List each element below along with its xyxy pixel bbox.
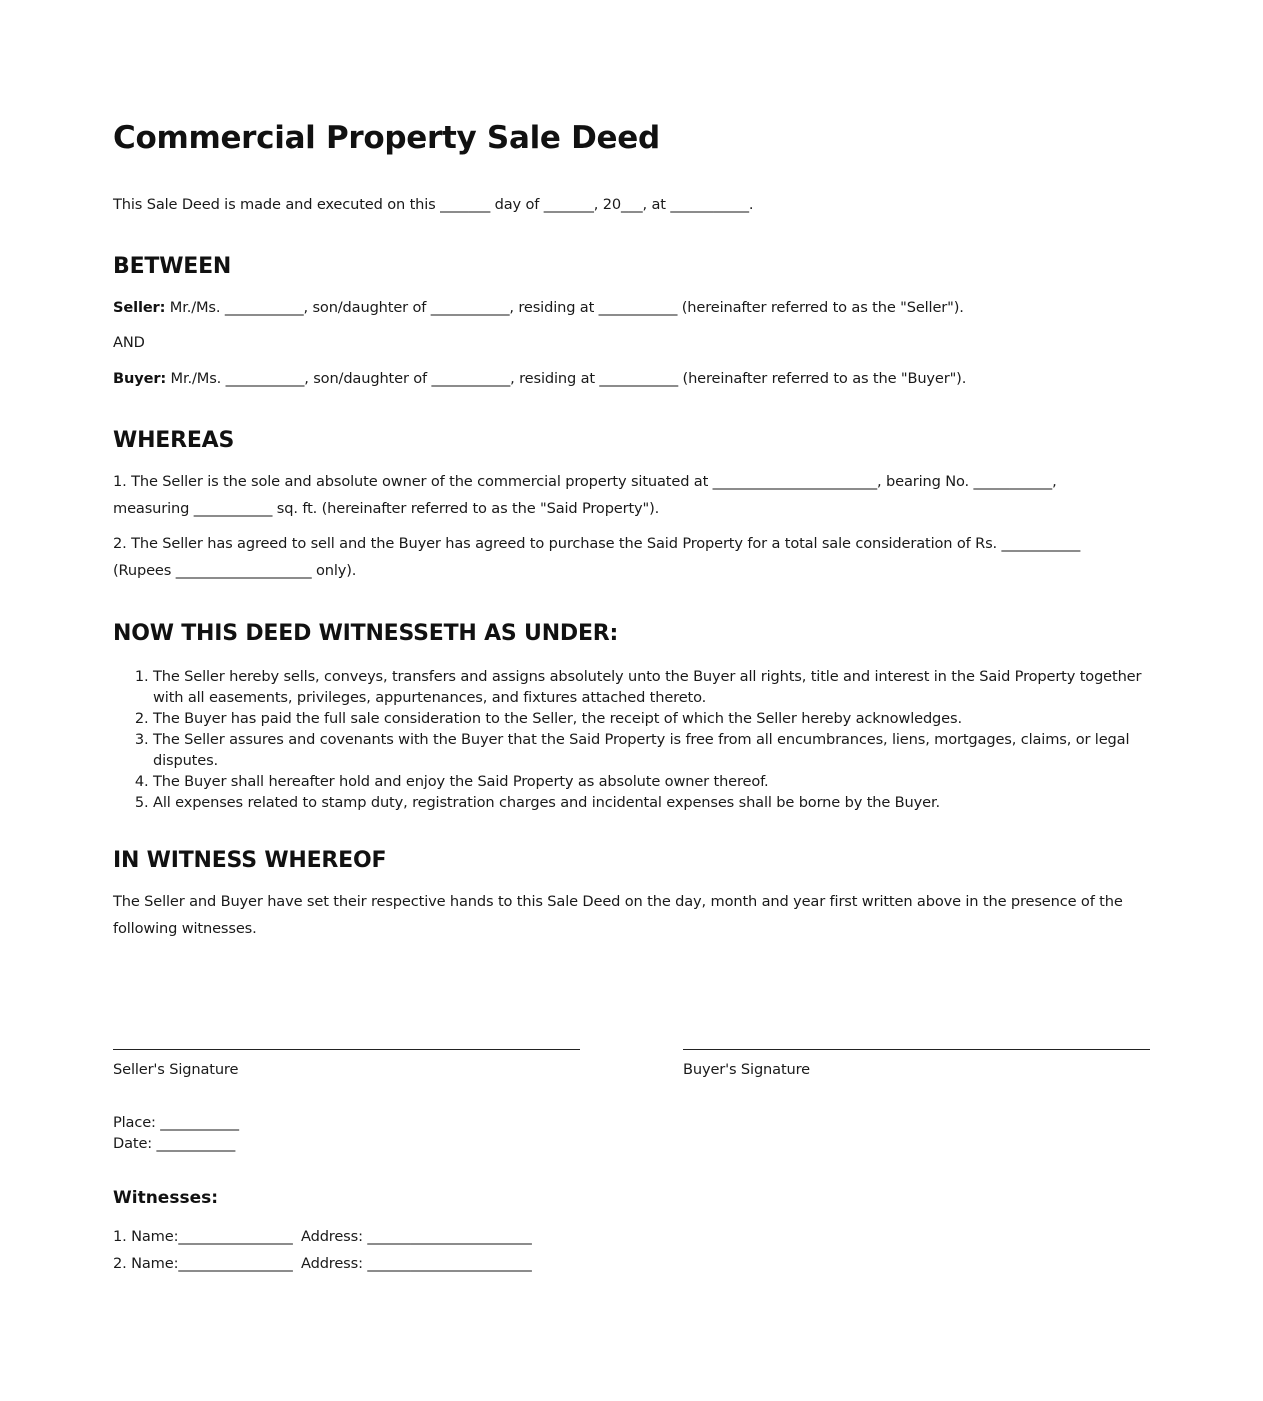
buyer-signature-line [683, 1049, 1150, 1050]
seller-text: Mr./Ms. ___________, son/daughter of ___________, residing at ___________ (hereinafter referred to as the "Seller"). [165, 299, 964, 316]
witness-2-name: 2. Name:________________ [113, 1255, 293, 1272]
buyer-clause [113, 370, 966, 387]
seller-label: Seller: [113, 299, 166, 316]
in-witness-text: The Seller and Buyer have set their respective hands to this Sale Deed on the day, month and year first written above in the presence of the following witnesses. [113, 893, 1123, 937]
date-field: Date: ___________ [113, 1135, 236, 1152]
and-text: AND [113, 334, 145, 351]
seller-signature-line [113, 1049, 580, 1050]
seller-clause [113, 299, 964, 316]
place-field: Place: ___________ [113, 1114, 239, 1131]
in-witness-heading: IN WITNESS WHEREOF [113, 848, 387, 873]
clause-item: 2. The Buyer has paid the full sale consideration to the Seller, the receipt of which the Seller hereby acknowledges. [153, 708, 1153, 729]
witness-2-address: Address: _______________________ [301, 1255, 532, 1272]
witnesseth-heading: NOW THIS DEED WITNESSETH AS UNDER: [113, 621, 619, 646]
clause-item: 5. All expenses related to stamp duty, registration charges and incidental expenses shall be borne by the Buyer. [153, 792, 1153, 813]
whereas-item-1: 1. The Seller is the sole and absolute owner of the commercial property situated at _______________________, bearing No. ___________, measuring ___________ sq. ft. (hereinafter referred to as the "Said Property"). [113, 473, 1057, 517]
witnesses-heading: Witnesses: [113, 1188, 219, 1208]
seller-signature-label: Seller's Signature [113, 1061, 239, 1078]
whereas-item-2: 2. The Seller has agreed to sell and the Buyer has agreed to purchase the Said Property for a total sale consideration of Rs. ___________ (Rupees ___________________ only). [113, 535, 1081, 579]
between-heading: BETWEEN [113, 254, 232, 279]
whereas-heading: WHEREAS [113, 428, 235, 453]
clause-item: 4. The Buyer shall hereafter hold and enjoy the Said Property as absolute owner thereof. [153, 771, 1153, 792]
buyer-label: Buyer: [113, 370, 167, 387]
document-title: Commercial Property Sale Deed [113, 120, 660, 156]
clause-item: 3. The Seller assures and covenants with the Buyer that the Said Property is free from all encumbrances, liens, mortgages, claims, or legal disputes. [153, 729, 1153, 771]
witness-1-address: Address: _______________________ [301, 1228, 532, 1245]
buyer-signature-label: Buyer's Signature [683, 1061, 810, 1078]
clause-item: 1. The Seller hereby sells, conveys, transfers and assigns absolutely unto the Buyer all rights, title and interest in the Said Property together with all easements, privileges, appurtenances, and fixtures attached thereto. [153, 666, 1153, 708]
witnesseth-clauses [113, 666, 1153, 813]
intro-paragraph: This Sale Deed is made and executed on this _______ day of _______, 20___, at ___________. [113, 196, 754, 213]
buyer-text: Mr./Ms. ___________, son/daughter of ___________, residing at ___________ (hereinafter referred to as the "Buyer"). [166, 370, 967, 387]
witness-1-name: 1. Name:________________ [113, 1228, 293, 1245]
